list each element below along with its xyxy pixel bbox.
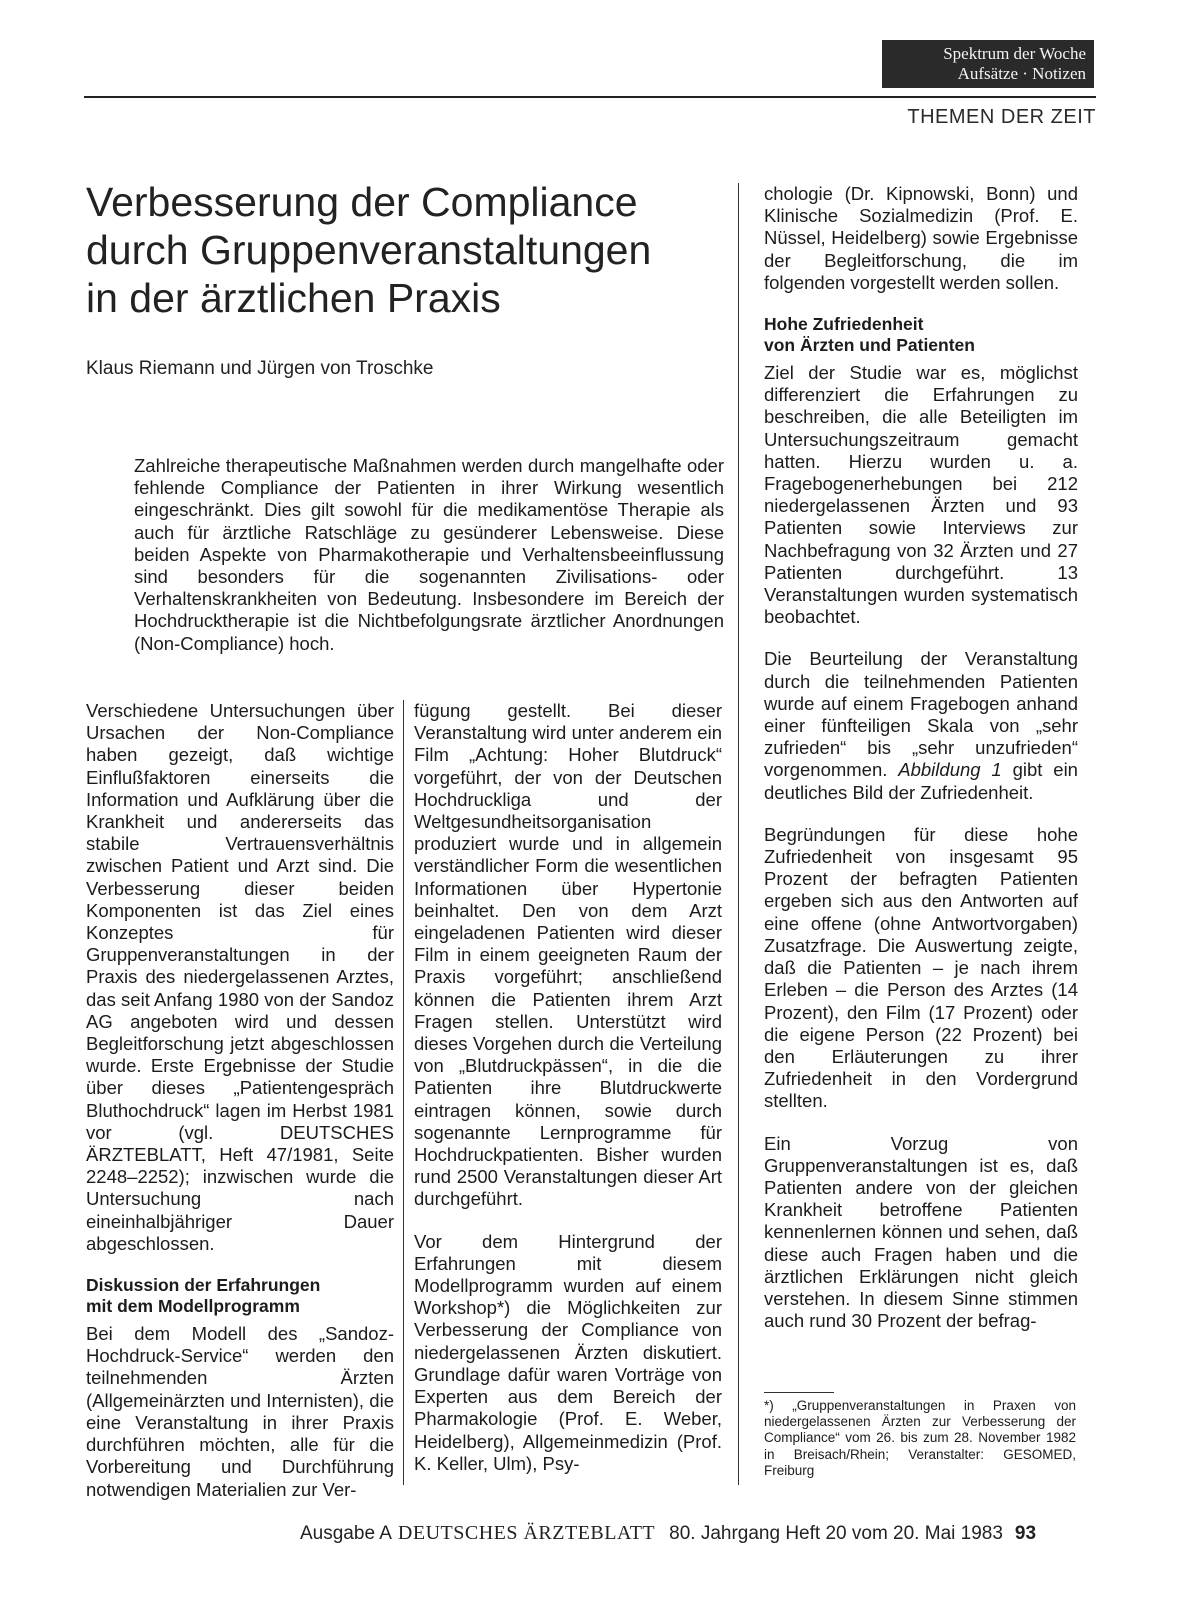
paragraph: Bei dem Modell des „Sandoz-Hochdruck-Service“ werden den teilnehmenden Ärzten (Allgemeinärzten und Internisten), die eine Veranstaltung in ihrer Praxis durchführen möchten, alle für die Vorbereitung und Durchführung notwendigen Materialien zur Ver- bbox=[86, 1323, 394, 1500]
section-heading: THEMEN DER ZEIT bbox=[907, 106, 1096, 128]
page-number: 93 bbox=[1014, 1523, 1037, 1544]
header-rule bbox=[84, 96, 1096, 98]
subheading bbox=[86, 1275, 394, 1317]
paragraph bbox=[764, 648, 1078, 803]
badge-line-1: Spektrum der Woche bbox=[943, 44, 1086, 63]
column-2 bbox=[414, 700, 722, 1495]
footnote-rule bbox=[764, 1392, 834, 1393]
text: gibt ein deutliches Bild der Zufriedenheit. bbox=[764, 759, 1078, 803]
column-divider bbox=[738, 183, 739, 1485]
paragraph: chologie (Dr. Kipnowski, Bonn) und Klinische Sozialmedizin (Prof. E. Nüssel, Heidelberg) sowie Ergebnisse der Begleitforschung, die im folgenden vorgestellt werden sollen. bbox=[764, 183, 1078, 293]
figure-reference: Abbildung 1 bbox=[898, 759, 1002, 781]
page-footer bbox=[300, 1522, 1036, 1545]
column-1 bbox=[86, 700, 394, 1521]
badge-line-2: Aufsätze · Notizen bbox=[957, 64, 1086, 83]
text: Die Beurteilung der Veranstaltung durch die teilnehmenden Patienten wurde auf einem Fragebogen anhand einer fünfteiligen Skala von „sehr zufrieden“ bis „sehr unzufrieden“ vorgenommen. bbox=[764, 648, 1078, 781]
subheading-line-1: Hohe Zufriedenheit bbox=[764, 314, 924, 335]
title-line-3: in der ärztlichen Praxis bbox=[86, 275, 501, 321]
title-line-1: Verbesserung der Compliance bbox=[86, 179, 638, 225]
subheading-line-2: mit dem Modellprogramm bbox=[86, 1296, 300, 1317]
title-line-2: durch Gruppenveranstaltungen bbox=[86, 227, 652, 273]
edition: Ausgabe A bbox=[300, 1523, 392, 1544]
subheading bbox=[764, 314, 1078, 356]
authors: Klaus Riemann und Jürgen von Troschke bbox=[86, 358, 434, 379]
article-title bbox=[86, 178, 726, 322]
section-badge bbox=[882, 40, 1094, 88]
column-3 bbox=[764, 183, 1078, 1352]
issue-info: 80. Jahrgang Heft 20 vom 20. Mai 1983 bbox=[669, 1523, 1003, 1544]
abstract: Zahlreiche therapeutische Maßnahmen werden durch mangelhafte oder fehlende Compliance der Patienten in ihrer Wirkung wesentlich eingeschränkt. Dies gilt sowohl für die medikamentöse Therapie als auch für ärztliche Ratschläge zu gesünderer Lebensweise. Diese beiden Aspekte von Pharmakotherapie und Verhaltensbeeinflussung sind besonders für die sogenannten Zivilisations- oder Verhaltenskrankheiten von Bedeutung. Insbesondere im Bereich der Hochdrucktherapie ist die Nichtbefolgungsrate ärztlicher Anordnungen (Non-Compliance) hoch. bbox=[134, 455, 724, 654]
paragraph: Ein Vorzug von Gruppenveranstaltungen ist es, daß Patienten andere von der gleichen Krankheit betroffene Patienten kennenlernen können und sehen, daß diese auch Fragen haben und die ärztlichen Erklärungen nicht gleich verstehen. In diesem Sinne stimmen auch rund 30 Prozent der befrag- bbox=[764, 1132, 1078, 1332]
column-divider bbox=[403, 700, 404, 1485]
journal-name: DEUTSCHES ÄRZTEBLATT bbox=[397, 1522, 656, 1544]
footnote: *) „Gruppenveranstaltungen in Praxen von niedergelassenen Ärzten zur Verbesserung der Compliance“ vom 26. bis zum 28. November 1982 in Breisach/Rhein; Veranstalter: GESOMED, Freiburg bbox=[764, 1398, 1076, 1478]
paragraph: fügung gestellt. Bei dieser Veranstaltung wird unter anderem ein Film „Achtung: Hoher Blutdruck“ vorgeführt, der von der Deutschen Hochdruckliga und der Weltgesundheitsorganisation produziert wurde und in allgemein verständlicher Form die wesentlichen Informationen über Hypertonie beinhaltet. Den von dem Arzt eingeladenen Patienten wird dieser Film in einem geeigneten Raum der Praxis vorgeführt; anschließend können die Patienten ihrem Arzt Fragen stellen. Unterstützt wird dieses Vorgehen durch die Verteilung von „Blutdruckpässen“, in die die Patienten ihre Blutdruckwerte eintragen können, sowie durch sogenannte Lernprogramme für Hochdruckpatienten. Bisher wurden rund 2500 Veranstaltungen dieser Art durchgeführt. bbox=[414, 700, 722, 1210]
paragraph: Verschiedene Untersuchungen über Ursachen der Non-Compliance haben gezeigt, daß wichtige Einflußfaktoren einerseits die Information und Aufklärung über die Krankheit und andererseits das stabile Vertrauensverhältnis zwischen Patient und Arzt sind. Die Verbesserung dieser beiden Komponenten ist das Ziel eines Konzeptes für Gruppenveranstaltungen in der Praxis des niedergelassenen Arztes, das seit Anfang 1980 von der Sandoz AG angeboten wird und dessen Begleitforschung jetzt abgeschlossen wurde. Erste Ergebnisse der Studie über dieses „Patientengespräch Bluthochdruck“ lagen im Herbst 1981 vor (vgl. DEUTSCHES ÄRZTEBLATT, Heft 47/1981, Seite 2248–2252); inzwischen wurde die Untersuchung nach eineinhalbjähriger Dauer abgeschlossen. bbox=[86, 700, 394, 1254]
subheading-line-2: von Ärzten und Patienten bbox=[764, 335, 975, 356]
subheading-line-1: Diskussion der Erfahrungen bbox=[86, 1275, 321, 1296]
paragraph: Vor dem Hintergrund der Erfahrungen mit diesem Modellprogramm wurden auf einem Workshop*) die Möglichkeiten zur Verbesserung der Compliance von niedergelassenen Ärzten diskutiert. Grundlage dafür waren Vorträge von Experten aus dem Bereich der Pharmakologie (Prof. E. Weber, Heidelberg), Allgemeinmedizin (Prof. K. Keller, Ulm), Psy- bbox=[414, 1230, 722, 1474]
paragraph: Ziel der Studie war es, möglichst differenziert die Erfahrungen zu beschreiben, die alle Beteiligten im Untersuchungszeitraum gemacht hatten. Hierzu wurden u. a. Fragebogenerhebungen bei 212 niedergelassenen Ärzten und 93 Patienten sowie Interviews zur Nachbefragung von 32 Ärzten und 27 Patienten durchgeführt. 13 Veranstaltungen wurden systematisch beobachtet. bbox=[764, 362, 1078, 628]
paragraph: Begründungen für diese hohe Zufriedenheit von insgesamt 95 Prozent der befragten Patienten ergeben sich aus den Antworten auf eine offene (ohne Antwortvorgaben) Zusatzfrage. Die Auswertung zeigte, daß die Patienten – je nach ihrem Erleben – die Person des Arztes (14 Prozent), den Film (17 Prozent) oder die eigene Person (22 Prozent) bei den Erläuterungen zu ihrer Zufriedenheit in den Vordergrund stellten. bbox=[764, 823, 1078, 1112]
